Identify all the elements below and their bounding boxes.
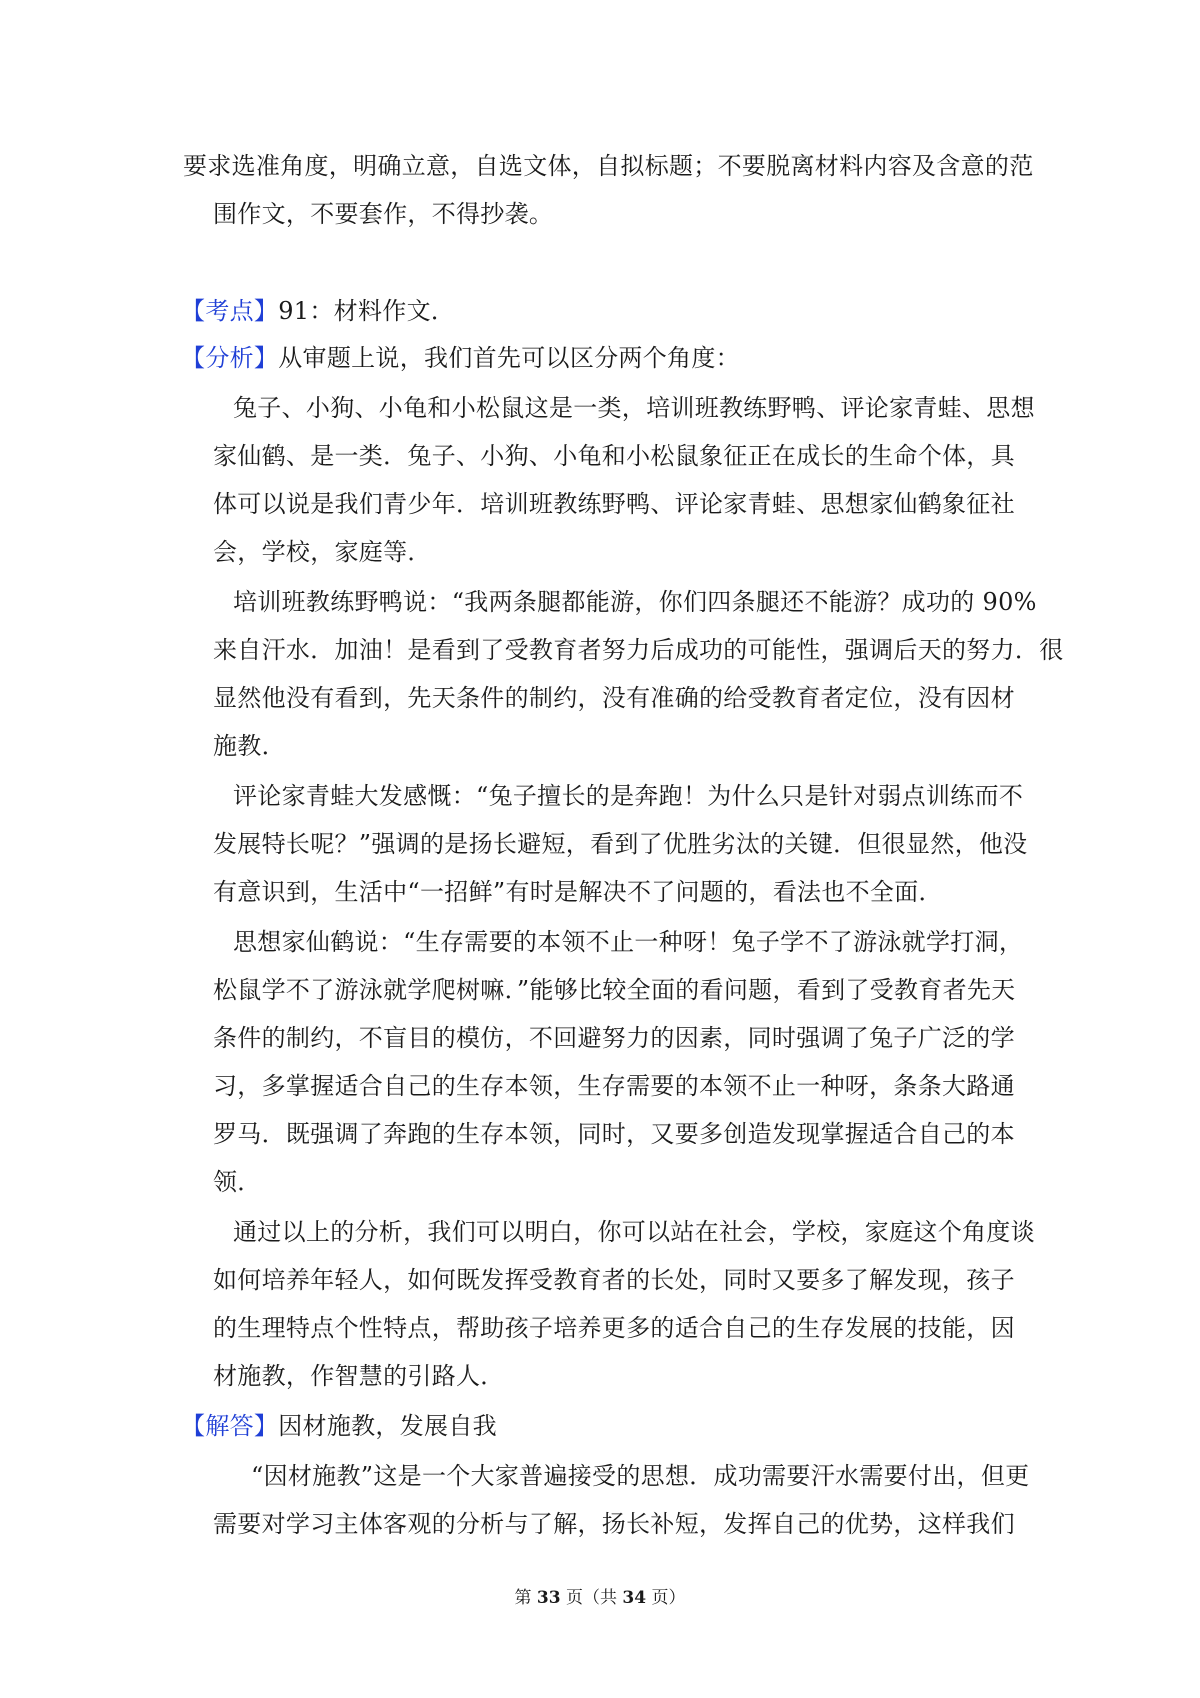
analysis-line: 体可以说是我们青少年．培训班教练野鸭、评论家青蛙、思想家仙鹤象征社 xyxy=(213,490,1015,518)
page-footer xyxy=(0,1587,1200,1609)
footer-suffix: 页） xyxy=(646,1588,686,1608)
analysis-line: 如何培养年轻人，如何既发挥受教育者的长处，同时又要多了解发现，孩子 xyxy=(213,1266,1015,1294)
answer-line: “因材施教”这是一个大家普遍接受的思想．成功需要汗水需要付出，但更 xyxy=(251,1462,1030,1490)
jieda-tag: 【解答】 xyxy=(181,1412,279,1440)
footer-middle: 页（共 xyxy=(560,1588,623,1608)
analysis-line: 兔子、小狗、小龟和小松鼠这是一类，培训班教练野鸭、评论家青蛙、思想 xyxy=(233,394,1035,422)
analysis-line: 发展特长呢？”强调的是扬长避短，看到了优胜劣汰的关键．但很显然，他没 xyxy=(213,830,1028,858)
analysis-line: 施教． xyxy=(213,732,286,760)
analysis-line: 松鼠学不了游泳就学爬树嘛．”能够比较全面的看问题，看到了受教育者先天 xyxy=(213,976,1016,1004)
answer-line: 需要对学习主体客观的分析与了解，扬长补短，发挥自己的优势，这样我们 xyxy=(213,1510,1015,1538)
footer-prefix: 第 xyxy=(514,1588,537,1608)
analysis-line: 通过以上的分析，我们可以明白，你可以站在社会，学校，家庭这个角度谈 xyxy=(233,1218,1035,1246)
intro-line: 要求选准角度，明确立意，自选文体，自拟标题；不要脱离材料内容及含意的范 xyxy=(183,152,1034,180)
analysis-line: 条件的制约，不盲目的模仿，不回避努力的因素，同时强调了兔子广泛的学 xyxy=(213,1024,1015,1052)
page-total: 34 xyxy=(622,1588,647,1608)
analysis-line: 习，多掌握适合自己的生存本领，生存需要的本领不止一种呀，条条大路通 xyxy=(213,1072,1015,1100)
kaodian-row xyxy=(181,295,455,327)
analysis-line: 罗马．既强调了奔跑的生存本领，同时，又要多创造发现掌握适合自己的本 xyxy=(213,1120,1015,1148)
analysis-line: 显然他没有看到，先天条件的制约，没有准确的给受教育者定位，没有因材 xyxy=(213,684,1015,712)
analysis-line: 培训班教练野鸭说：“我两条腿都能游，你们四条腿还不能游？成功的 90% xyxy=(233,588,1037,616)
analysis-line: 评论家青蛙大发感慨：“兔子擅长的是奔跑！为什么只是针对弱点训练而不 xyxy=(233,782,1024,810)
analysis-line: 会，学校，家庭等． xyxy=(213,538,432,566)
fenxi-text: 从审题上说，我们首先可以区分两个角度： xyxy=(278,344,740,372)
analysis-line: 来自汗水．加油！是看到了受教育者努力后成功的可能性，强调后天的努力．很 xyxy=(213,636,1064,664)
jieda-text: 因材施教，发展自我 xyxy=(278,1412,497,1440)
analysis-line: 有意识到，生活中“一招鲜”有时是解决不了问题的，看法也不全面． xyxy=(213,878,943,906)
analysis-line: 领． xyxy=(213,1168,262,1196)
fenxi-tag: 【分析】 xyxy=(181,344,279,372)
page-number: 33 xyxy=(536,1588,561,1608)
analysis-line: 材施教，作智慧的引路人． xyxy=(213,1362,505,1390)
analysis-line: 思想家仙鹤说：“生存需要的本领不止一种呀！兔子学不了游泳就学打洞， xyxy=(233,928,1024,956)
analysis-line: 的生理特点个性特点，帮助孩子培养更多的适合自己的生存发展的技能，因 xyxy=(213,1314,1015,1342)
analysis-line: 家仙鹤、是一类．兔子、小狗、小龟和小松鼠象征正在成长的生命个体，具 xyxy=(213,442,1015,470)
kaodian-tag: 【考点】 xyxy=(181,297,279,325)
jieda-row xyxy=(181,1410,497,1442)
fenxi-row xyxy=(181,342,740,374)
kaodian-text: 91：材料作文． xyxy=(278,297,456,325)
intro-line: 围作文，不要套作，不得抄袭。 xyxy=(213,200,554,228)
